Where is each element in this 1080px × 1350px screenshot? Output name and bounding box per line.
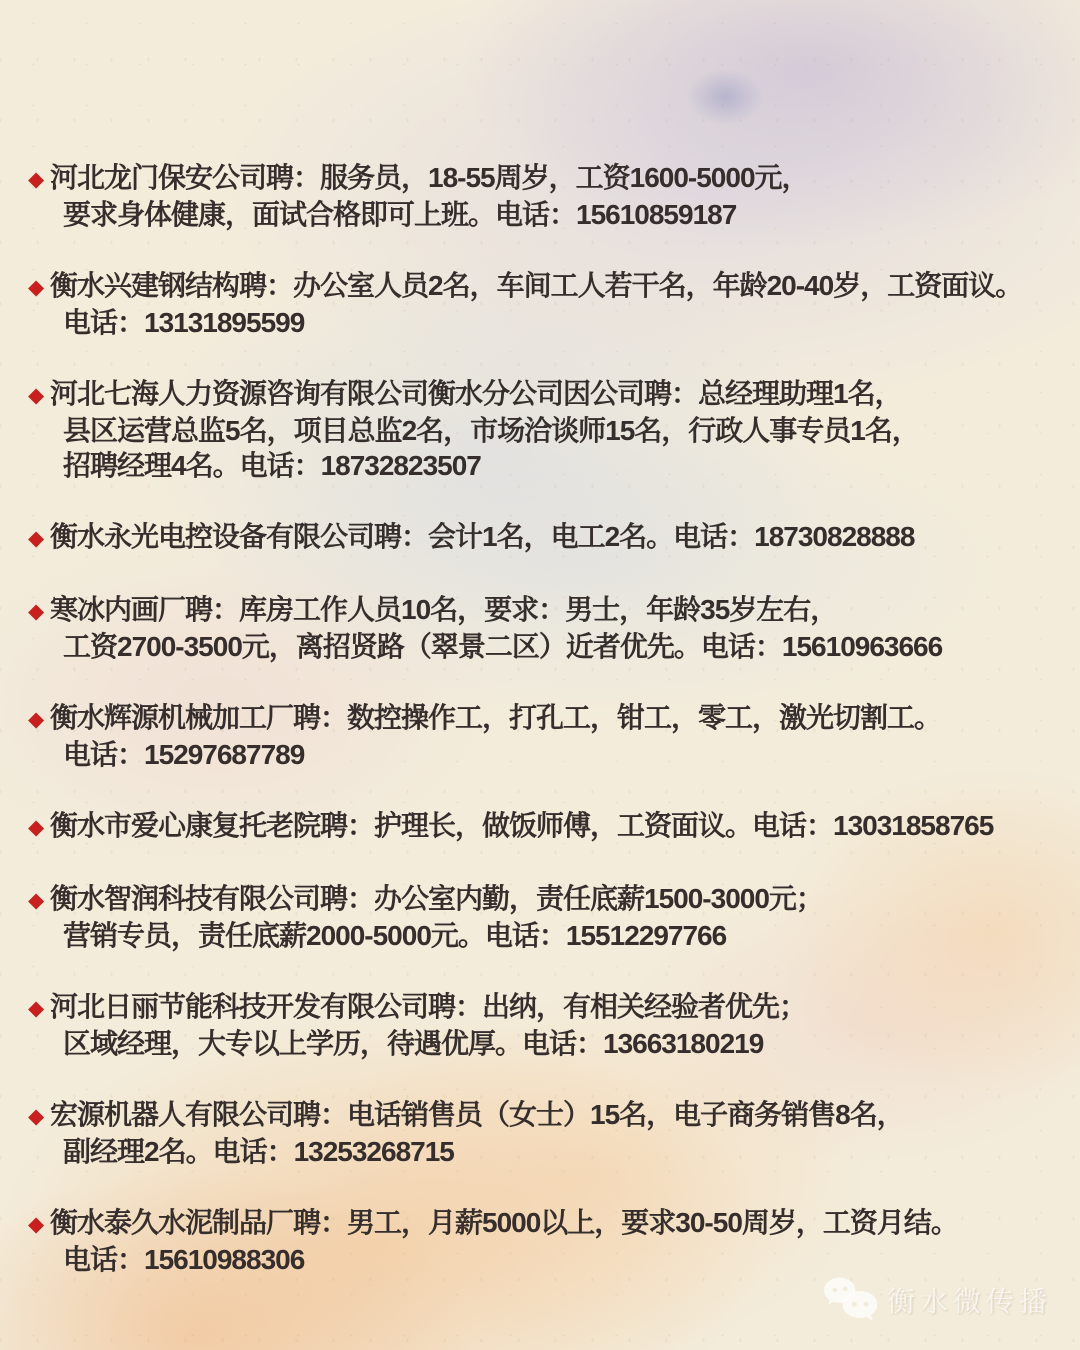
job-list: [0, 160, 1080, 1313]
job-listing: [28, 160, 1080, 232]
listing-text: 衡水永光电控设备有限公司聘：会计1名，电工2名。电话：18730828888: [50, 521, 915, 552]
listing-first-line: [28, 808, 1080, 845]
listing-first-line: [28, 700, 1080, 737]
diamond-bullet-icon: ◆: [28, 816, 45, 839]
listing-continuation-line: 县区运营总监5名，项目总监2名，市场洽谈师15名，行政人事专员1名，: [63, 415, 919, 446]
listing-continuation-line: 区域经理，大专以上学历，待遇优厚。电话：13663180219: [63, 1028, 764, 1059]
diamond-bullet-icon: ◆: [28, 1213, 45, 1236]
listing-first-line: [28, 1097, 1080, 1134]
diamond-bullet-icon: ◆: [28, 600, 45, 623]
watermark-label: 衡水微传播: [886, 1286, 1052, 1317]
job-listing: [28, 268, 1080, 340]
listing-text: 衡水市爱心康复托老院聘：护理长，做饭师傅，工资面议。电话：13031858765: [50, 810, 994, 841]
listing-text: 衡水智润科技有限公司聘：办公室内勤，责任底薪1500-3000元；: [50, 883, 823, 914]
job-listing: [28, 881, 1080, 953]
listing-first-line: [28, 376, 1080, 413]
listing-text: 河北日丽节能科技开发有限公司聘：出纳，有相关经验者优先；: [50, 991, 807, 1022]
job-listing: [28, 592, 1080, 664]
diamond-bullet-icon: ◆: [28, 168, 45, 191]
listing-continuation-line: 工资2700-3500元，离招贤路（翠景二区）近者优先。电话：15610963666: [63, 631, 943, 662]
listing-first-line: [28, 592, 1080, 629]
wechat-icon: [823, 1276, 879, 1324]
job-listing: [28, 376, 1080, 483]
listing-text: 衡水兴建钢结构聘：办公室人员2名，车间工人若干名，年龄20-40岁，工资面议。: [50, 270, 1023, 301]
listing-first-line: [28, 268, 1080, 305]
diamond-bullet-icon: ◆: [28, 1105, 45, 1128]
diamond-bullet-icon: ◆: [28, 997, 45, 1020]
listing-first-line: [28, 989, 1080, 1026]
listing-continuation-line: 电话：15297687789: [63, 739, 305, 770]
listing-text: 河北七海人力资源咨询有限公司衡水分公司因公司聘：总经理助理1名，: [50, 378, 902, 409]
listing-continuation-line: 要求身体健康，面试合格即可上班。电话：15610859187: [63, 199, 737, 230]
listing-first-line: [28, 881, 1080, 918]
listing-text: 衡水辉源机械加工厂聘：数控操作工，打孔工，钳工，零工，激光切割工。: [50, 702, 942, 733]
diamond-bullet-icon: ◆: [28, 527, 45, 550]
listing-text: 宏源机器人有限公司聘：电话销售员（女士）15名，电子商务销售8名，: [50, 1099, 904, 1130]
listing-text: 河北龙门保安公司聘：服务员，18-55周岁，工资1600-5000元，: [50, 162, 809, 193]
listing-continuation-line: 电话：15610988306: [63, 1244, 305, 1275]
job-listing: [28, 519, 1080, 556]
listing-continuation-line: 副经理2名。电话：13253268715: [63, 1136, 454, 1167]
listing-continuation-line: 营销专员，责任底薪2000-5000元。电话：15512297766: [63, 920, 727, 951]
job-listing: [28, 989, 1080, 1061]
listing-text: 衡水泰久水泥制品厂聘：男工，月薪5000以上，要求30-50周岁，工资月结。: [50, 1207, 958, 1238]
listing-first-line: [28, 160, 1080, 197]
diamond-bullet-icon: ◆: [28, 889, 45, 912]
listing-first-line: [28, 1205, 1080, 1242]
diamond-bullet-icon: ◆: [28, 276, 45, 299]
job-listing: [28, 1097, 1080, 1169]
listing-continuation-line: 电话：13131895599: [63, 307, 305, 338]
watermark: [823, 1276, 1052, 1324]
diamond-bullet-icon: ◆: [28, 384, 45, 407]
diamond-bullet-icon: ◆: [28, 708, 45, 731]
job-listing: [28, 1205, 1080, 1277]
listing-continuation-line: 招聘经理4名。电话：18732823507: [63, 450, 481, 481]
job-listing: [28, 700, 1080, 772]
listing-text: 寒冰内画厂聘：库房工作人员10名，要求：男士，年龄35岁左右，: [50, 594, 838, 625]
listing-first-line: [28, 519, 1080, 556]
job-listing: [28, 808, 1080, 845]
